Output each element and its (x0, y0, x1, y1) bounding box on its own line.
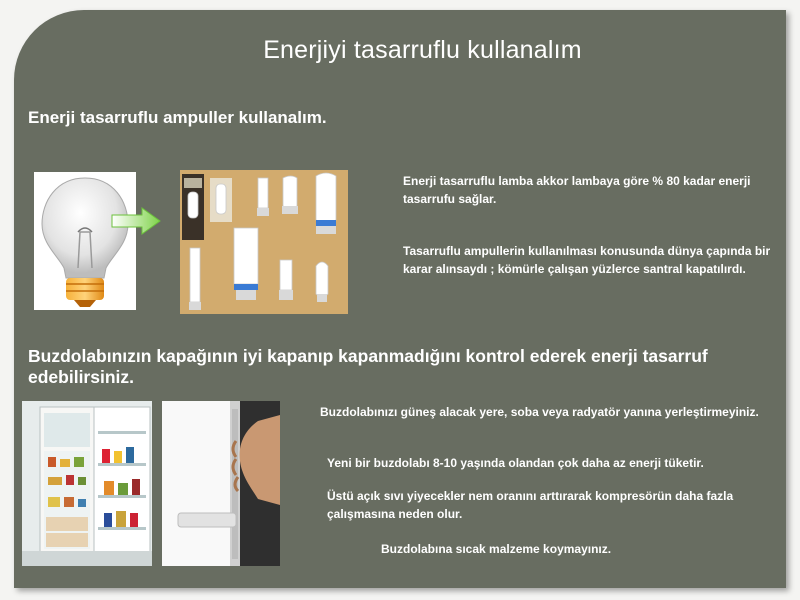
bulb-world-text: Tasarruflu ampullerin kullanılması konusunda dünya çapında bir karar alınsaydı ; kömürle çalışan yüzlerce santral kapatılırdı. (403, 244, 771, 276)
energy-saving-bulbs-image (180, 170, 348, 314)
fridge-tip-placement: Buzdolabınızı güneş alacak yere, soba veya radyatör yanına yerleştirmeyiniz. (320, 405, 759, 419)
incandescent-bulb-image (34, 172, 136, 310)
arrow-right-icon (110, 206, 164, 236)
fridge-tip-liquids: Üstü açık sıvı yiyecekler nem oranını arttırarak kompresörün daha fazla çalışmasına neden olur. (327, 489, 734, 521)
open-fridge-image (22, 401, 152, 566)
hand-closing-fridge-door-image (162, 401, 280, 566)
section1-heading: Enerji tasarruflu ampuller kullanalım. (28, 108, 327, 127)
fridge-tip-hot-food: Buzdolabına sıcak malzeme koymayınız. (381, 542, 612, 556)
slide-title: Enerjiyi tasarruflu kullanalım (263, 36, 582, 64)
fridge-tip-new: Yeni bir buzdolabı 8-10 yaşında olandan çok daha az enerji tüketir. (327, 456, 704, 470)
bulb-savings-text: Enerji tasarruflu lamba akkor lambaya göre % 80 kadar enerji tasarrufu sağlar. (403, 174, 751, 206)
section2-heading: Buzdolabınızın kapağının iyi kapanıp kapanmadığını kontrol ederek enerji tasarruf edebilirsiniz. (28, 346, 708, 387)
